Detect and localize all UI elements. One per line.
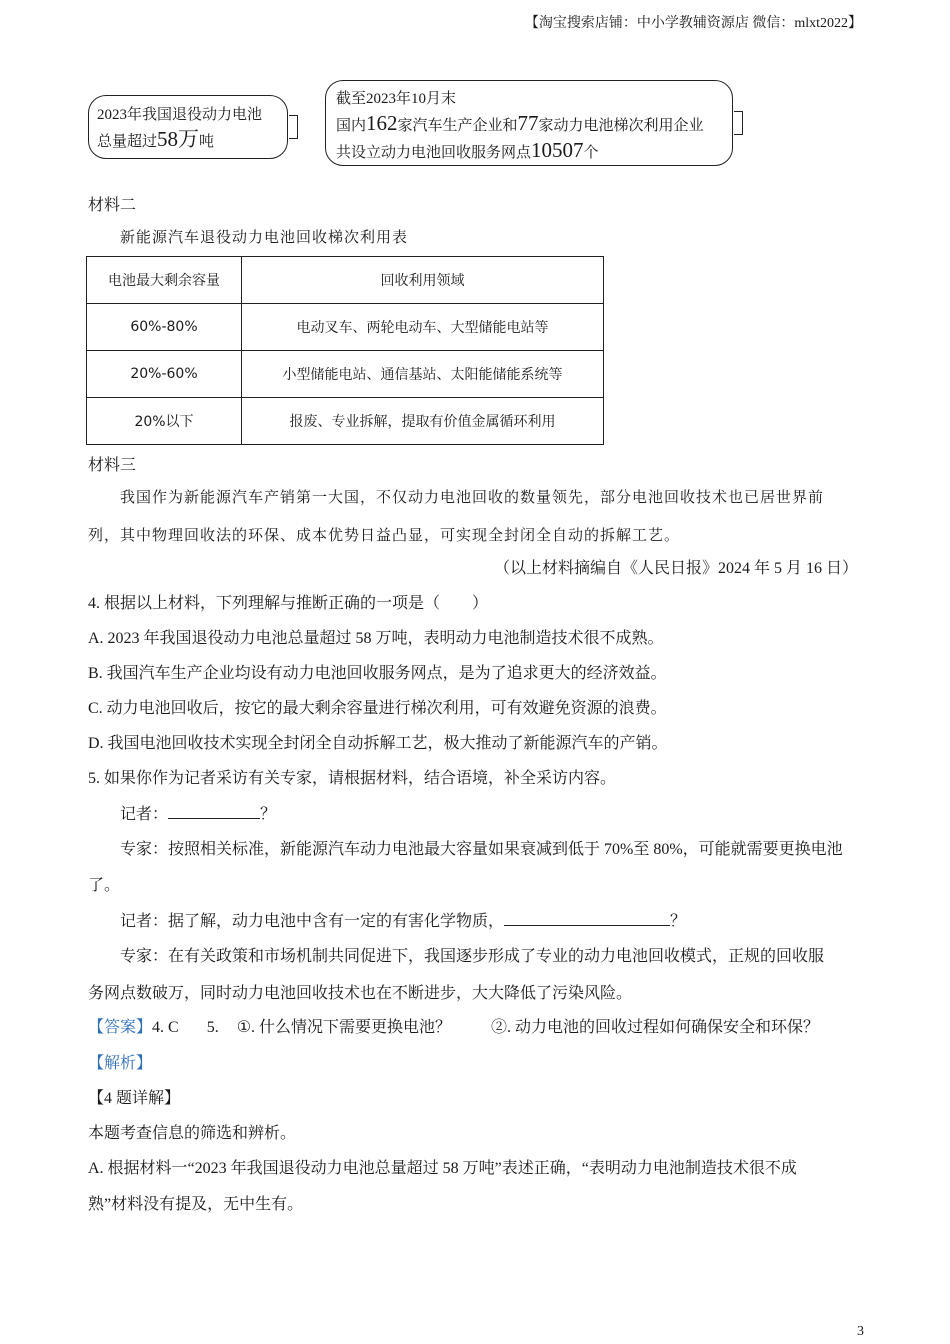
box1-line2-big: 58万 — [157, 127, 200, 151]
table-cell: 20%以下 — [87, 398, 242, 445]
box2-l2-c: 家汽车生产企业和 — [397, 118, 518, 134]
table-title: 新能源汽车退役动力电池回收梯次利用表 — [120, 228, 409, 246]
recycling-table — [86, 256, 604, 445]
material3-source: （以上材料摘编自《人民日报》2024 年 5 月 16 日） — [493, 560, 858, 577]
question-mark: ？ — [260, 806, 277, 823]
table-header-capacity: 电池最大剩余容量 — [87, 257, 242, 304]
table-header-field: 回收利用领域 — [242, 257, 604, 304]
table-cell: 小型储能电站、通信基站、太阳能储能系统等 — [242, 351, 604, 398]
analysis-a1: A. 根据材料一“2023 年我国退役动力电池总量超过 58 万吨”表述正确，“表明动力电池制造技术很不成 — [88, 1160, 797, 1177]
answer-5-part1: ①. 什么情况下需要更换电池？ — [236, 1019, 452, 1036]
q4-option-c: C. 动力电池回收后，按它的最大剩余容量进行梯次利用，可有效避免资源的浪费。 — [88, 700, 667, 717]
q5-expert-1b: 了。 — [88, 877, 121, 894]
table-cell: 报废、专业拆解，提取有价值金属循环利用 — [242, 398, 604, 445]
box2-l3-a: 共设立动力电池回收服务网点 — [336, 145, 532, 161]
q5-expert-2a: 专家：在有关政策和市场机制共同促进下，我国逐步形成了专业的动力电池回收模式，正规的回收服 — [120, 948, 825, 965]
battery-infographic-2 — [325, 80, 733, 166]
q5-expert-1a: 专家：按照相关标准，新能源汽车动力电池最大容量如果衰减到低于 70%至 80%，可能就需要更换电池 — [120, 841, 843, 858]
box2-line1: 截至2023年10月末 — [336, 91, 457, 107]
material3-p2: 列，其中物理回收法的环保、成本优势日益凸显，可实现全封闭全自动的拆解工艺。 — [88, 526, 681, 544]
material3-label: 材料三 — [88, 457, 137, 474]
q4-stem: 4. 根据以上材料，下列理解与推断正确的一项是（ ） — [88, 595, 489, 612]
analysis-intro: 本题考查信息的筛选和辨析。 — [88, 1125, 297, 1142]
table-row — [87, 398, 604, 445]
answer-blank-1[interactable] — [168, 804, 260, 819]
box2-line2 — [336, 111, 704, 138]
answer-5-part2: ②. 动力电池的回收过程如何确保安全和环保？ — [491, 1019, 820, 1036]
battery-infographic-1 — [88, 95, 288, 159]
question-mark: ？ — [670, 913, 687, 930]
table-row — [87, 351, 604, 398]
material3-p1: 我国作为新能源汽车产销第一大国，不仅动力电池回收的数量领先，部分电池回收技术也已居世界前 — [120, 488, 825, 506]
battery-tip — [289, 115, 298, 139]
box2-l3-b: 10507 — [531, 138, 584, 162]
box2-l3-c: 个 — [583, 145, 599, 161]
box1-line2 — [97, 127, 262, 154]
q5-expert-2b: 务网点数破万，同时动力电池回收技术也在不断进步，大大降低了污染风险。 — [88, 985, 633, 1002]
table-cell: 60%-80% — [87, 304, 242, 351]
answer-blank-2[interactable] — [504, 911, 670, 926]
box2-l2-a: 国内 — [336, 118, 367, 134]
q4-option-a: A. 2023 年我国退役动力电池总量超过 58 万吨，表明动力电池制造技术很不成熟。 — [88, 630, 664, 647]
box2-l2-d: 77 — [517, 111, 539, 135]
answer-line — [88, 1017, 819, 1039]
answer-5-num: 5. — [206, 1019, 219, 1036]
answer-4: 4. C — [152, 1019, 179, 1036]
material2-label: 材料二 — [88, 197, 137, 214]
battery-tip — [734, 111, 743, 135]
analysis-tag: 【解析】 — [88, 1055, 153, 1072]
q4-option-b: B. 我国汽车生产企业均设有动力电池回收服务网点，是为了追求更大的经济效益。 — [88, 665, 667, 682]
detail-tag: 【4 题详解】 — [88, 1090, 181, 1107]
box1-line2-pre: 总量超过 — [97, 134, 158, 150]
q5-stem: 5. 如果你作为记者采访有关专家，请根据材料，结合语境，补全采访内容。 — [88, 770, 617, 787]
table-cell: 20%-60% — [87, 351, 242, 398]
table-cell: 电动叉车、两轮电动车、大型储能电站等 — [242, 304, 604, 351]
box1-line1: 2023年我国退役动力电池 — [97, 107, 263, 123]
reporter-text: 记者：据了解，动力电池中含有一定的有害化学物质， — [120, 913, 505, 930]
q4-option-d: D. 我国电池回收技术实现全封闭全自动拆解工艺，极大推动了新能源汽车的产销。 — [88, 735, 668, 752]
q5-reporter-2 — [120, 911, 686, 933]
q5-reporter-1 — [120, 804, 276, 826]
box2-line3 — [336, 138, 704, 165]
table-header-row — [87, 257, 604, 304]
page-number: 3 — [857, 1324, 864, 1339]
analysis-a2: 熟”材料没有提及，无中生有。 — [88, 1196, 304, 1213]
reporter-label: 记者： — [120, 806, 169, 823]
box1-line2-post: 吨 — [199, 134, 215, 150]
box2-l2-b: 162 — [366, 111, 398, 135]
page-header: 【淘宝搜索店铺：中小学教辅资源店 微信：mlxt2022】 — [524, 16, 862, 31]
box2-l2-e: 家动力电池梯次利用企业 — [538, 118, 704, 134]
table-row — [87, 304, 604, 351]
answer-tag: 【答案】 — [88, 1019, 153, 1036]
